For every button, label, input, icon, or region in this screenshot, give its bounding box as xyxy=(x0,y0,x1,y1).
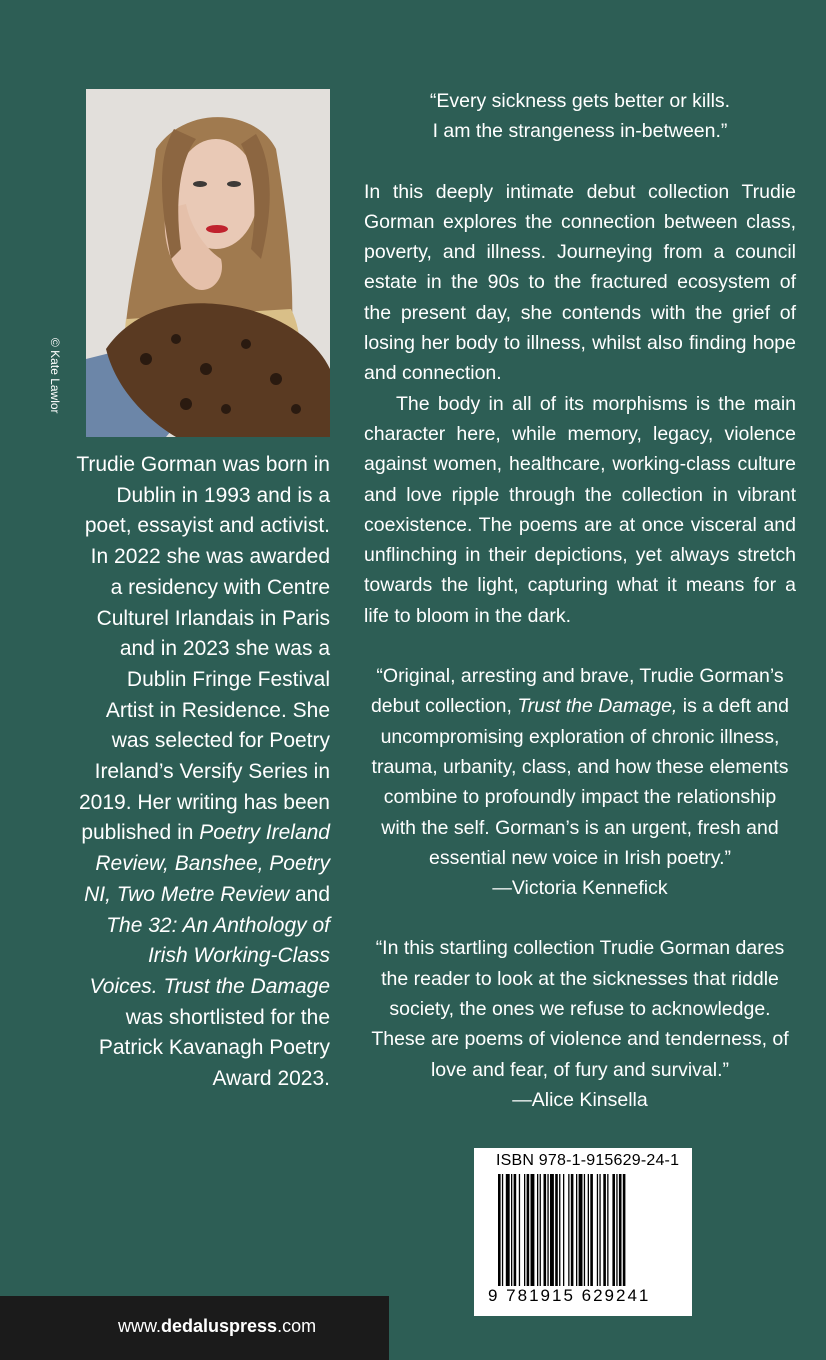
photo-credit: © Kate Lawlor xyxy=(48,338,62,414)
quote2-attribution: —Alice Kinsella xyxy=(512,1088,648,1111)
bio-text-a: Trudie Gorman was born in Dublin in 1993 and is a poet, essayist and activist. In 2022 she was awarded a residency with Centre Culturel Irlandais in Paris and in 2023 she was a Dublin Fringe Festival Artist in Residence. She was selected for Poetry Ireland’s Versify Series in 2019. Her writing has been published in xyxy=(76,453,330,845)
blurb-paragraph-1: In this deeply intimate debut collection Trudie Gorman explores the connection between class, poverty, and illness. Journeying from a council estate in the 90s to the fractured ecosystem of the present day, she contends with the grief of losing her body to illness, whilst also finding hope and connection. xyxy=(364,180,796,385)
publisher-footer-bar xyxy=(0,1296,389,1360)
endorsement-kinsella xyxy=(364,933,796,1115)
quote1-attribution: —Victoria Kennefick xyxy=(492,877,668,900)
quote1-text-b: is a deft and uncompromising exploration of chronic illness, trauma, urbanity, class, and how these elements combine to profoundly impact the relationship with the self. Gorman’s is an urgent, fresh and essential new voice in Irish poetry.” xyxy=(371,695,790,869)
bio-text-c: was shortlisted for the Patrick Kavanagh Poetry Award 2023. xyxy=(98,1005,330,1091)
quote1-text-a: “Original, arresting and brave, Trudie Gorman’s debut collection, xyxy=(370,665,784,718)
bio-publications-2: The 32: An Anthology of Irish Working-Class Voices. xyxy=(89,913,330,998)
epigraph xyxy=(364,86,796,147)
author-portrait-illustration xyxy=(86,89,330,437)
right-column xyxy=(364,86,796,1115)
website-suffix: .com xyxy=(277,1316,317,1336)
author-photo xyxy=(86,89,330,437)
isbn-barcode xyxy=(474,1148,692,1316)
author-bio xyxy=(76,450,330,1095)
bio-text-b: and xyxy=(289,882,330,906)
blurb-paragraph-2: The body in all of its morphisms is the main character here, while memory, legacy, violence against women, healthcare, working-class culture and love ripple through the collection in vibrant coexistence. The poems are at once visceral and unflinching in their depictions, yet always stretch towards the light, capturing what it means for a life to bloom in the dark. xyxy=(364,392,796,627)
bio-publications-1: Poetry Ireland Review, Banshee, Poetry NI, Two Metre Review xyxy=(84,821,330,906)
barcode-bars xyxy=(498,1174,668,1286)
website-prefix: www. xyxy=(118,1316,162,1336)
publisher-website[interactable] xyxy=(118,1316,316,1337)
book-blurb xyxy=(364,177,796,631)
endorsement-kennefick xyxy=(364,661,796,903)
epigraph-line-1: “Every sickness gets better or kills. xyxy=(429,90,731,112)
isbn-label: ISBN 978-1-915629-24-1 xyxy=(496,1152,680,1169)
barcode-digits: 9 781915 629241 xyxy=(488,1286,651,1305)
website-name: dedaluspress xyxy=(161,1316,278,1336)
quote2-text: “In this startling collection Trudie Gorman dares the reader to look at the sicknesses that riddle society, the ones we refuse to acknowledge. These are poems of violence and tenderness, of love and fear, of fury and survival.” xyxy=(371,937,789,1081)
quote1-book-title: Trust the Damage, xyxy=(517,695,678,718)
epigraph-line-2: I am the strangeness in-between.” xyxy=(432,120,728,143)
bio-book-title: Trust the Damage xyxy=(163,974,330,998)
